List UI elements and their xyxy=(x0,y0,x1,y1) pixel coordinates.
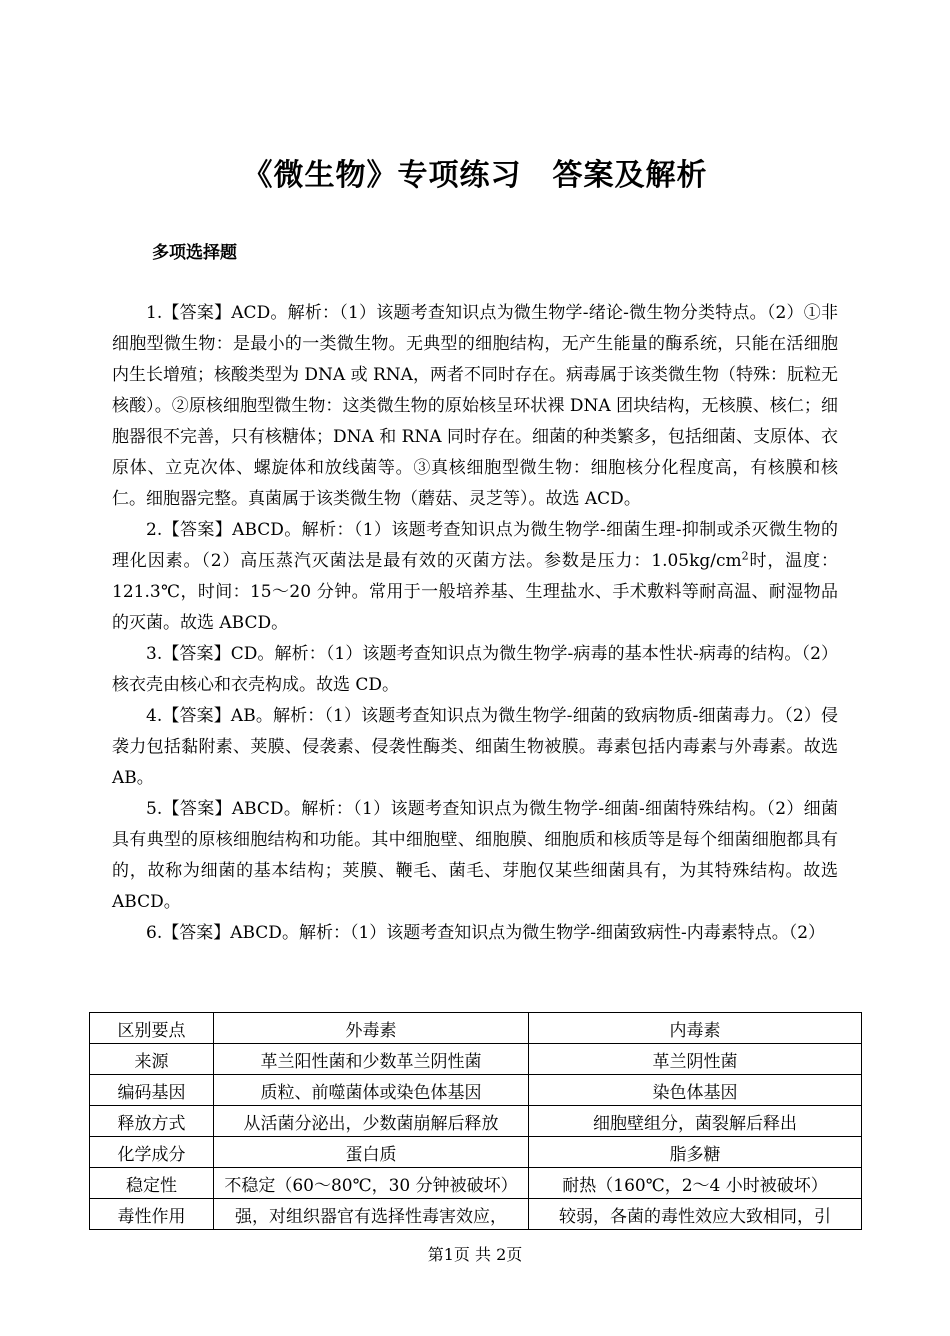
table-cell: 细胞壁组分，菌裂解后释出 xyxy=(529,1106,862,1137)
table-cell: 毒性作用 xyxy=(90,1199,214,1230)
answer-body xyxy=(112,298,838,949)
table-row xyxy=(90,1168,862,1199)
table-cell: 从活菌分泌出，少数菌崩解后释放 xyxy=(214,1106,529,1137)
table-header-row xyxy=(90,1013,862,1044)
table-cell: 化学成分 xyxy=(90,1137,214,1168)
table-header-cell: 外毒素 xyxy=(214,1013,529,1044)
table-row xyxy=(90,1075,862,1106)
table-cell: 较弱，各菌的毒性效应大致相同，引 xyxy=(529,1199,862,1230)
answer-paragraph-3: 3.【答案】CD。解析：（1）该题考查知识点为微生物学-病毒的基本性状-病毒的结构。（2）核衣壳由核心和衣壳构成。故选 CD。 xyxy=(112,644,838,695)
page-footer: 第1页 共 2页 xyxy=(427,1245,523,1264)
table-cell: 质粒、前噬菌体或染色体基因 xyxy=(214,1075,529,1106)
table-row xyxy=(90,1199,862,1230)
table-cell: 革兰阴性菌 xyxy=(529,1044,862,1075)
section-title: 多项选择题 xyxy=(152,243,237,263)
table-cell: 编码基因 xyxy=(90,1075,214,1106)
toxin-comparison-table xyxy=(89,1012,862,1230)
answer-paragraph-5: 5.【答案】ABCD。解析：（1）该题考查知识点为微生物学-细菌-细菌特殊结构。（2）细菌具有典型的原核细胞结构和功能。其中细胞壁、细胞膜、细胞质和核质等是每个细菌细胞都具有的，故称为细菌的基本结构；荚膜、鞭毛、菌毛、芽胞仅某些细菌具有，为其特殊结构。故选 ABCD。 xyxy=(112,799,838,912)
table-cell: 蛋白质 xyxy=(214,1137,529,1168)
table-cell: 耐热（160℃，2～4 小时被破坏） xyxy=(529,1168,862,1199)
table-cell: 稳定性 xyxy=(90,1168,214,1199)
answer-paragraph-2: 2.【答案】ABCD。解析：（1）该题考查知识点为微生物学-细菌生理-抑制或杀灭微生物的理化因素。（2）高压蒸汽灭菌法是最有效的灭菌方法。参数是压力：$1.05kg/cm^2$时，温度：121.3℃，时间：15～20 分钟。常用于一般培养基、生理盐水、手术敷料等耐高温、耐湿物品的灭菌。故选 ABCD。 xyxy=(112,520,839,633)
table-row xyxy=(90,1106,862,1137)
table-cell: 强，对组织器官有选择性毒害效应， xyxy=(214,1199,529,1230)
table-cell: 脂多糖 xyxy=(529,1137,862,1168)
table-row xyxy=(90,1137,862,1168)
table-header-cell: 内毒素 xyxy=(529,1013,862,1044)
table-cell: 来源 xyxy=(90,1044,214,1075)
answer-paragraph-6: 6.【答案】ABCD。解析：（1）该题考查知识点为微生物学-细菌致病性-内毒素特点。（2） xyxy=(146,923,826,943)
answer-paragraph-4: 4.【答案】AB。解析：（1）该题考查知识点为微生物学-细菌的致病物质-细菌毒力。（2）侵袭力包括黏附素、荚膜、侵袭素、侵袭性酶类、细菌生物被膜。毒素包括内毒素与外毒素。故选 AB。 xyxy=(112,706,838,788)
table-row xyxy=(90,1044,862,1075)
table-cell: 释放方式 xyxy=(90,1106,214,1137)
table-cell: 革兰阳性菌和少数革兰阴性菌 xyxy=(214,1044,529,1075)
table-cell: 染色体基因 xyxy=(529,1075,862,1106)
page-title: 《微生物》专项练习 答案及解析 xyxy=(242,158,708,193)
table-header-cell: 区别要点 xyxy=(90,1013,214,1044)
table-cell: 不稳定（60～80℃，30 分钟被破坏） xyxy=(214,1168,529,1199)
answer-paragraph-1: 1.【答案】ACD。解析：（1）该题考查知识点为微生物学-绪论-微生物分类特点。（2）①非细胞型微生物：是最小的一类微生物。无典型的细胞结构，无产生能量的酶系统，只能在活细胞内生长增殖；核酸类型为 DNA 或 RNA，两者不同时存在。病毒属于该类微生物（特殊：朊粒无核酸）。②原核细胞型微生物：这类微生物的原始核呈环状裸 DNA 团块结构，无核膜、核仁；细胞器很不完善，只有核糖体；DNA 和 RNA 同时存在。细菌的种类繁多，包括细菌、支原体、衣原体、立克次体、螺旋体和放线菌等。③真核细胞型微生物：细胞核分化程度高，有核膜和核仁。细胞器完整。真菌属于该类微生物（蘑菇、灵芝等）。故选 ACD。 xyxy=(112,303,838,509)
